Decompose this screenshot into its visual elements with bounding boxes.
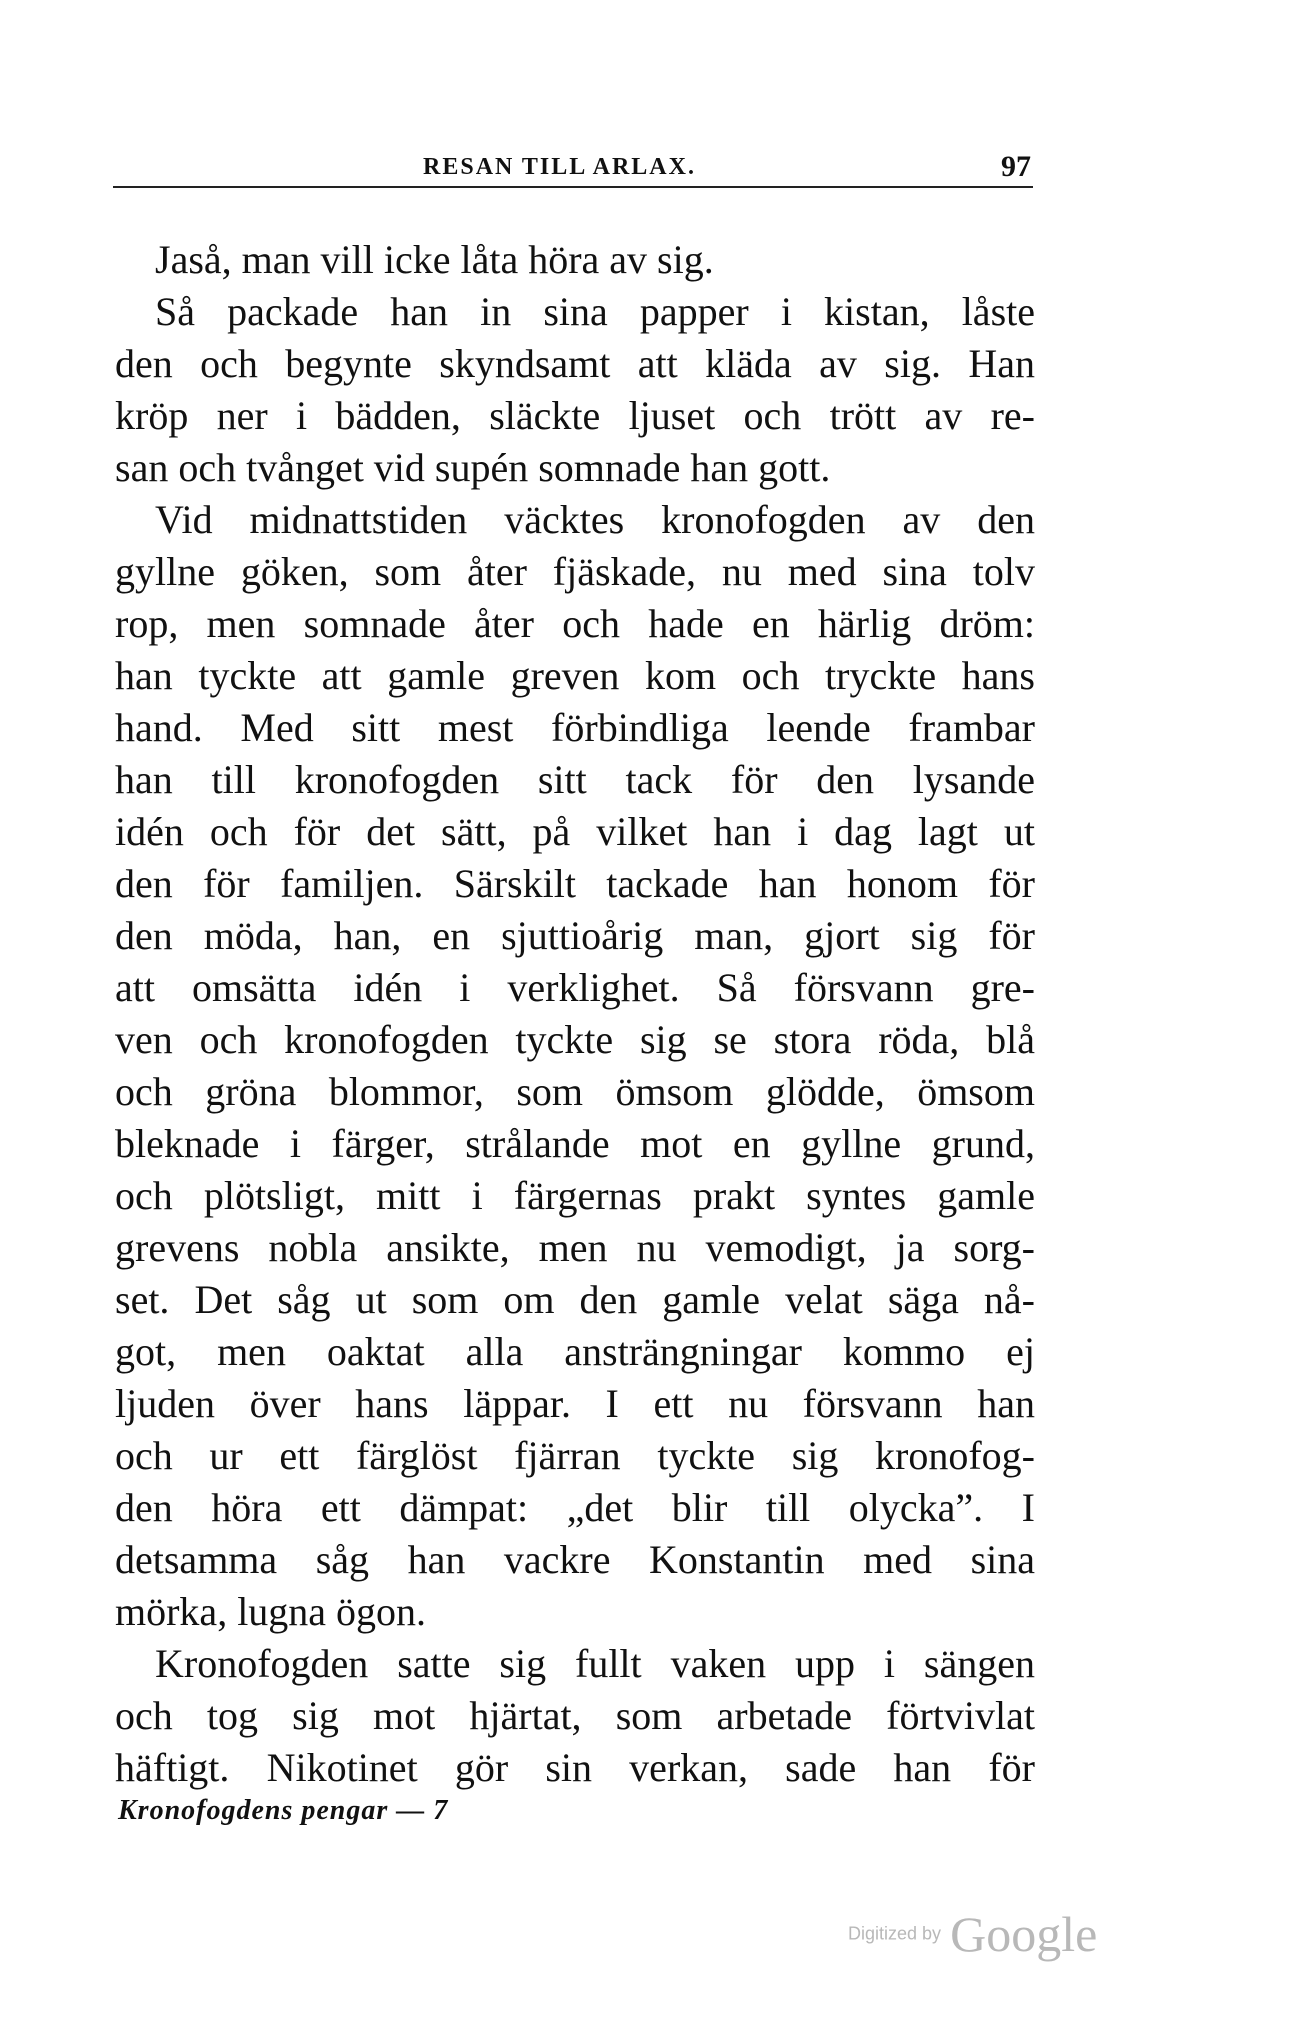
text-line: set. Det såg ut som om den gamle velat säga nå- — [115, 1277, 1035, 1322]
text-line: Vid midnattstiden väcktes kronofogden av den — [155, 497, 1035, 542]
text-line: den möda, han, en sjuttioårig man, gjort sig för — [115, 913, 1035, 958]
text-line: och ur ett färglöst fjärran tyckte sig kronofog- — [115, 1433, 1035, 1478]
text-line: idén och för det sätt, på vilket han i dag lagt ut — [115, 809, 1035, 854]
text-line: och tog sig mot hjärtat, som arbetade förtvivlat — [115, 1693, 1035, 1738]
text-line: hand. Med sitt mest förbindliga leende frambar — [115, 705, 1035, 750]
text-line: bleknade i färger, strålande mot en gyllne grund, — [115, 1121, 1035, 1166]
google-logo: Google — [950, 1906, 1098, 1962]
text-line: kröp ner i bädden, släckte ljuset och trött av re- — [115, 393, 1035, 438]
text-line: rop, men somnade åter och hade en härlig dröm: — [115, 601, 1035, 646]
text-line: han till kronofogden sitt tack för den lysande — [115, 757, 1035, 802]
text-line: Jaså, man vill icke låta höra av sig. — [155, 237, 714, 282]
text-line: att omsätta idén i verklighet. Så försvann gre- — [115, 965, 1035, 1010]
text-line: och gröna blommor, som ömsom glödde, ömsom — [115, 1069, 1035, 1114]
text-line: den för familjen. Särskilt tackade han honom för — [115, 861, 1035, 906]
signature-mark: Kronofogdens pengar — 7 — [118, 1795, 449, 1826]
text-line: ven och kronofogden tyckte sig se stora röda, blå — [115, 1017, 1035, 1062]
text-line: grevens nobla ansikte, men nu vemodigt, ja sorg- — [115, 1225, 1035, 1270]
page-number: 97 — [1001, 150, 1031, 183]
digitized-watermark — [848, 1905, 1097, 1963]
watermark-prefix: Digitized by — [848, 1923, 942, 1944]
text-line: den höra ett dämpat: „det blir till olycka”. I — [115, 1485, 1035, 1530]
text-line: och plötsligt, mitt i färgernas prakt syntes gamle — [115, 1173, 1035, 1218]
text-line: gyllne göken, som åter fjäskade, nu med sina tolv — [115, 549, 1035, 594]
running-header — [113, 150, 1033, 188]
text-line: Kronofogden satte sig fullt vaken upp i sängen — [155, 1641, 1035, 1686]
text-line: got, men oaktat alla ansträngningar kommo ej — [115, 1329, 1035, 1374]
body-text — [115, 234, 1035, 1794]
running-title: RESAN TILL ARLAX. — [423, 154, 696, 180]
text-line: ljuden över hans läppar. I ett nu försvann han — [115, 1381, 1035, 1426]
text-line: detsamma såg han vackre Konstantin med sina — [115, 1537, 1035, 1582]
text-line: Så packade han in sina papper i kistan, låste — [155, 289, 1035, 334]
text-line: san och tvånget vid supén somnade han gott. — [115, 445, 831, 490]
text-line: mörka, lugna ögon. — [115, 1589, 427, 1634]
text-line: den och begynte skyndsamt att kläda av sig. Han — [115, 341, 1035, 386]
text-line: han tyckte att gamle greven kom och tryckte hans — [115, 653, 1035, 698]
text-line: häftigt. Nikotinet gör sin verkan, sade han för — [115, 1745, 1035, 1790]
